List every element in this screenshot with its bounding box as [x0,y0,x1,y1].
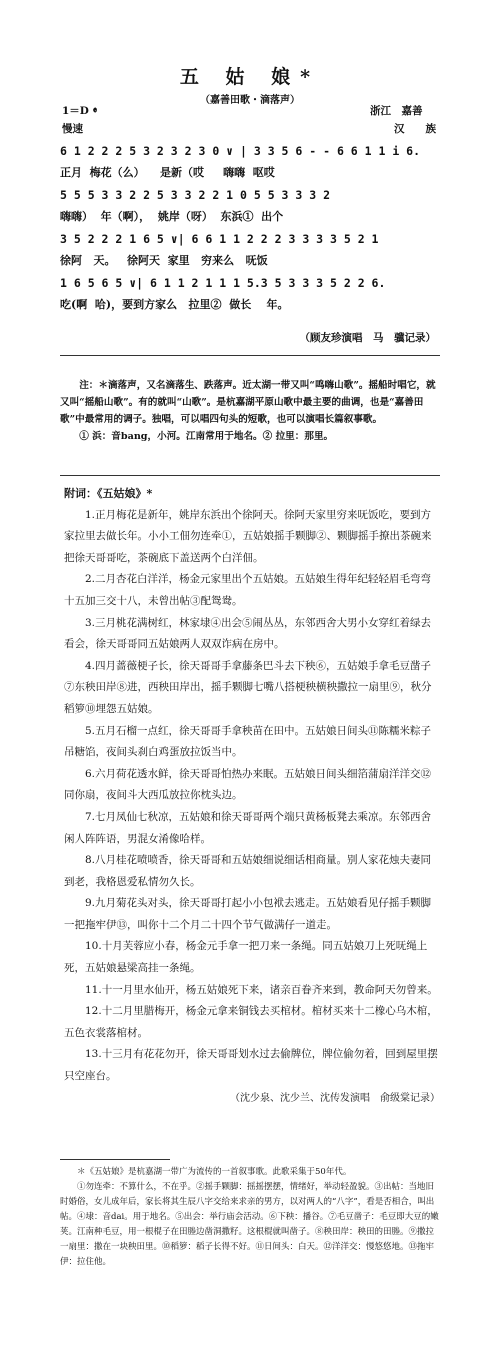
footnote-star: ＊《五姑娘》是杭嘉湖一带广为流传的一首叙事歌。此歌采集于50年代。 [77,1167,352,1177]
performer-credit: （顾友珍演唱 马 骥记录） [299,332,436,344]
verse: 3.三月桃花满树红，林家埭④出会⑤闹丛丛，东邻西舍大男小女穿红着绿去看会，徐天哥哥同五姑娘两人双双诈病在房中。 [64,616,432,651]
key-signature: 1＝D 𝄵 [62,105,98,117]
verse: 8.八月桂花喷喷香，徐天哥哥和五姑娘细说细话相商量。别人家花烛夫妻同到老，我格恩爱私情勿久长。 [64,854,432,888]
verse: 4.四月蔷薇梗子长，徐天哥哥手拿藤条巴斗去下秧⑥，五姑娘手拿毛豆凿子⑦东秧田岸⑧进，西秧田岸出，摇手颗脚七嘴八搭梗秧横秧撒拉一扇里⑨，秋分稻箩⑩埋怨五姑娘。 [64,659,432,715]
verse: 10.十月芙蓉应小春，杨金元手拿一把刀来一条绳。同五姑娘刀上死呒绳上死，五姑娘悬梁高挂一条绳。 [64,940,428,975]
verse: 11.十一月里水仙开，杨五姑娘死下来，诸亲百眷齐来到，教命阿天勿曾来。 [85,983,438,996]
verse: 9.九月菊花头对头，徐天哥哥打起小小包袱去逃走。五姑娘看见仔摇手颗脚一把拖牢伊⑬，叫你十二个月二十四个节气做满仔一道走。 [64,897,432,931]
footnote-body: ①勿连牵：不算什么，不在乎。②摇手颗脚：摇摇摆摆，情绪好，举动轻盈貌。③出帖：当地旧时婚俗，女儿成年后，家长将其生辰八字交给来求亲的男方，以对两人的“八字”，看是否相合，叫出帖。④埭：音dai。用于地名。⑤出会：举行庙会活动。⑥下秧：播谷。⑦毛豆凿子：毛豆即大豆的嫩荚。江南种毛豆，用一根棍子在田塍边凿洞撒籽。这根棍就叫凿子。⑧秧田岸：秧田的田塍。⑨撒拉一扇里：撒在一块秧田里。⑩稻箩：稻子长得不好。⑪日间头：白天。⑫洋洋交：慢悠悠地。⑬拖牢伊：拉住他。 [60,1182,439,1267]
score-notes: 1 6 5 6 5 ∨| 6 1 1 2 1 1 1 5.3 5 3 3 3 5 2 2 6. [60,276,386,290]
note-footnote: ① 浜：音bang，小河。江南常用于地名。② 拉里：那里。 [79,431,334,442]
footnote-divider [60,1159,170,1160]
appendix-heading: 附词：《五姑娘》* [64,487,153,500]
tempo-marking: 慢速 [62,123,83,135]
divider [60,355,440,356]
score-lyrics: 嗨嗨） 年（啊）， 姚岸（呀） 东浜① 出个 [60,210,284,223]
explanatory-note [60,377,440,445]
appendix-credit: （沈少泉、沈少兰、沈传发演唱 俞级棠记录） [230,1092,440,1104]
footnotes [60,1165,442,1270]
score-notes: 6 1 2 2 2 5 3 2 3 2 3 0 ∨ | 3 3 5 6 - - 6 6 1 1 i 6. [60,144,421,158]
score-line-3 [60,232,440,276]
score-lyrics: 正月 梅花（么） 是新（哎 嗨嗨 呕哎 [60,166,275,179]
verse: 2.二月杏花白洋洋，杨金元家里出个五姑娘。五姑娘生得年纪轻轻眉毛弯弯十五加三交十八，未曾出帖③配鸳鸯。 [64,573,432,607]
score-line-1 [60,144,440,188]
verse: 6.六月荷花透水鲜，徐天哥哥怕热办来眠。五姑娘日间头细箔蒲扇洋洋交⑫同你扇，夜间斗大西瓜放拉你枕头边。 [64,767,432,802]
appendix-lyrics [64,483,440,1109]
note-text: 注：＊滴落声，又名滴落生、跌落声。近太湖一带又叫“鸣嗨山歌”。摇船时唱它，就又叫“摇船山歌”。有的就叫“山歌”。是杭嘉湖平原山歌中最主要的曲调，也是“嘉善田歌”中最常用的调子。独唱，可以唱四句头的短歌，也可以演唱长篇叙事歌。 [60,380,436,425]
verse: 5.五月石榴一点红，徐天哥哥手拿秧苗在田中。五姑娘日间头⑪陈糯米粽子吊糖馅，夜间头刹白鸡蛋放拉饭当中。 [64,724,432,759]
song-subtitle: （嘉善田歌・滴落声） [200,95,300,106]
verse: 12.十二月里腊梅开，杨金元拿来铜钱去买棺材。棺材买来十二橡心乌木棺，五色衣裳落棺材。 [64,1005,438,1039]
music-score [60,144,440,320]
score-notes: 3 5 2 2 2 1 6 5 ∨| 6 6 1 1 2 2 2 3 3 3 3 5 2 1 [60,232,379,246]
score-line-2 [60,188,440,232]
verse: 13.十三月有花花勿开，徐天哥哥划水过去偷牌位，牌位偷勿着，回到屋里摆只空座台。 [64,1048,438,1083]
score-line-4 [60,276,440,320]
ethnicity: 汉 族 [394,123,436,135]
verse: 7.七月凤仙七秋凉，五姑娘和徐天哥哥两个端只黄杨板凳去乘凉。东邻西舍闲人阵阵语，男混女淆像哈样。 [64,810,432,845]
verse: 1.正月梅花是新年，姚岸东浜出个徐阿天。徐阿天家里穷来呒饭吃，要到方家拉里去做长年。小小工佃勿连牵①，五姑娘摇手颗脚②、颗脚摇手撩出茶碗来把徐天哥哥吃，茶碗底下盖送两个白洋佃。 [64,508,432,564]
score-lyrics: 徐阿 天。 徐阿天 家里 穷来么 呒饭 [60,254,268,267]
divider [60,475,440,476]
region: 浙江 嘉善 [370,105,423,117]
score-notes: 5 5 5 3 3 2 2 5 3 3 2 2 1 0 5 5 3 3 3 2 [60,188,331,202]
song-title: 五 姑 娘* [179,66,321,88]
score-lyrics: 吃(啊 哈)，要到方家么 拉里② 做长 年。 [60,298,289,311]
